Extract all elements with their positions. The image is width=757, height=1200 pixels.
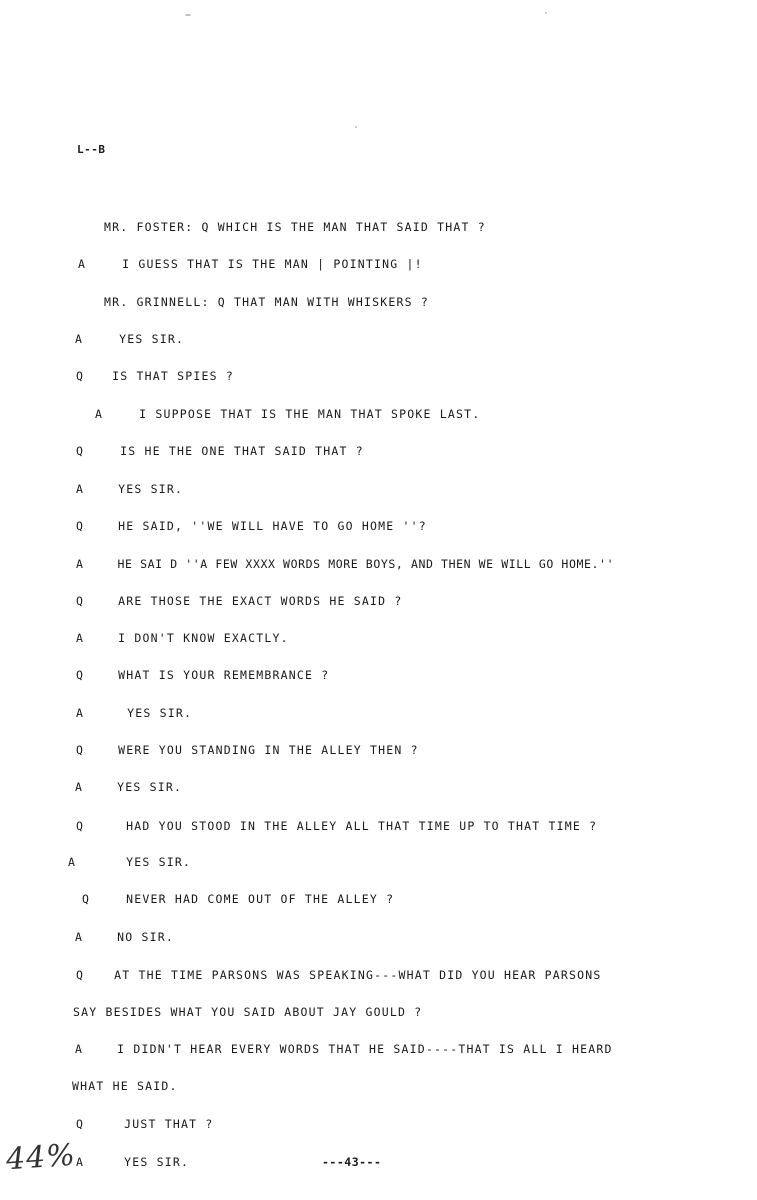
- transcript-line-13: [76, 668, 329, 682]
- line-text: IS HE THE ONE THAT SAID THAT ?: [120, 444, 364, 458]
- transcript-line-4: [75, 332, 184, 346]
- line-text: I DIDN'T HEAR EVERY WORDS THAT HE SAID----THAT IS ALL I HEARD: [117, 1042, 613, 1056]
- speaker-label: Q: [76, 444, 85, 458]
- speaker-label: Q: [76, 1117, 85, 1131]
- line-text: YES SIR.: [124, 1155, 190, 1169]
- line-text: ARE THOSE THE EXACT WORDS HE SAID ?: [118, 594, 403, 608]
- transcript-line-20: [75, 930, 174, 944]
- speaker-label: A: [78, 257, 87, 271]
- speaker-label: A: [75, 930, 84, 944]
- transcript-line-22: [73, 1005, 422, 1019]
- speaker-label: Q: [76, 594, 85, 608]
- speaker-label: Q: [76, 668, 85, 682]
- speaker-label: MR. GRINNELL:: [104, 295, 210, 309]
- line-text: HAD YOU STOOD IN THE ALLEY ALL THAT TIME UP TO THAT TIME ?: [126, 819, 598, 833]
- line-text: HE SAI D ''A FEW XXXX WORDS MORE BOYS, AND THEN WE WILL GO HOME.'': [117, 557, 615, 571]
- line-text: Q WHICH IS THE MAN THAT SAID THAT ?: [201, 220, 486, 234]
- line-text: AT THE TIME PARSONS WAS SPEAKING---WHAT DID YOU HEAR PARSONS: [114, 968, 602, 982]
- speaker-label: Q: [76, 519, 85, 533]
- transcript-line-5: [76, 369, 234, 383]
- transcript-line-15: [76, 743, 419, 757]
- line-text: YES SIR.: [119, 332, 185, 346]
- line-text: JUST THAT ?: [124, 1117, 214, 1131]
- line-text: I DON'T KNOW EXACTLY.: [118, 631, 289, 645]
- speaker-label: A: [68, 855, 77, 869]
- document-header: L--B: [77, 143, 106, 156]
- transcript-line-8: [76, 482, 183, 496]
- line-text: YES SIR.: [117, 780, 183, 794]
- line-text: Q THAT MAN WITH WHISKERS ?: [217, 295, 429, 309]
- speaker-label: A: [95, 407, 104, 421]
- speaker-label: A: [75, 780, 84, 794]
- transcript-line-21: [76, 968, 602, 982]
- speck: [355, 126, 357, 128]
- speaker-label: MR. FOSTER:: [104, 220, 194, 234]
- line-text: WHAT HE SAID.: [72, 1079, 178, 1093]
- speaker-label: A: [76, 482, 85, 496]
- transcript-line-24: [72, 1079, 178, 1093]
- line-text: IS THAT SPIES ?: [112, 369, 234, 383]
- transcript-line-1: [104, 220, 486, 234]
- line-text: YES SIR.: [127, 706, 193, 720]
- transcript-line-18: [68, 855, 191, 869]
- line-text: I GUESS THAT IS THE MAN | POINTING |!: [122, 257, 423, 271]
- line-text: NO SIR.: [117, 930, 174, 944]
- transcript-line-2: [78, 257, 423, 271]
- speaker-label: A: [75, 1042, 84, 1056]
- transcript-line-25: [76, 1117, 214, 1131]
- speaker-label: Q: [76, 369, 85, 383]
- speaker-label: Q: [76, 968, 85, 982]
- transcript-line-23: [75, 1042, 613, 1056]
- page-number: ---43---: [322, 1155, 382, 1169]
- speaker-label: A: [76, 557, 84, 571]
- line-text: NEVER HAD COME OUT OF THE ALLEY ?: [126, 892, 395, 906]
- speaker-label: Q: [76, 819, 85, 833]
- line-text: WHAT IS YOUR REMEMBRANCE ?: [118, 668, 330, 682]
- handwritten-annotation: 44%: [4, 1137, 77, 1178]
- speck: [545, 12, 547, 14]
- speaker-label: Q: [82, 892, 91, 906]
- transcript-line-3: [104, 295, 429, 309]
- speaker-label: Q: [76, 743, 85, 757]
- transcript-line-7: [76, 444, 364, 458]
- line-text: SAY BESIDES WHAT YOU SAID ABOUT JAY GOULD ?: [73, 1005, 423, 1019]
- transcript-line-10: [76, 557, 614, 571]
- speaker-label: A: [75, 332, 84, 346]
- transcript-line-26: [76, 1155, 189, 1169]
- line-text: I SUPPOSE THAT IS THE MAN THAT SPOKE LAST.: [139, 407, 481, 421]
- transcript-line-14: [76, 706, 192, 720]
- transcript-line-11: [76, 594, 402, 608]
- transcript-line-17: [76, 819, 597, 833]
- transcript-line-16: [75, 780, 182, 794]
- speaker-label: A: [76, 631, 85, 645]
- line-text: WERE YOU STANDING IN THE ALLEY THEN ?: [118, 743, 419, 757]
- speck: [185, 14, 191, 16]
- line-text: YES SIR.: [126, 855, 192, 869]
- transcript-line-12: [76, 631, 289, 645]
- transcript-line-9: [76, 519, 427, 533]
- transcript-line-19: [82, 892, 394, 906]
- speaker-label: A: [76, 1155, 85, 1169]
- line-text: YES SIR.: [118, 482, 184, 496]
- line-text: HE SAID, ''WE WILL HAVE TO GO HOME ''?: [118, 519, 427, 533]
- transcript-line-6: [95, 407, 480, 421]
- speaker-label: A: [76, 706, 85, 720]
